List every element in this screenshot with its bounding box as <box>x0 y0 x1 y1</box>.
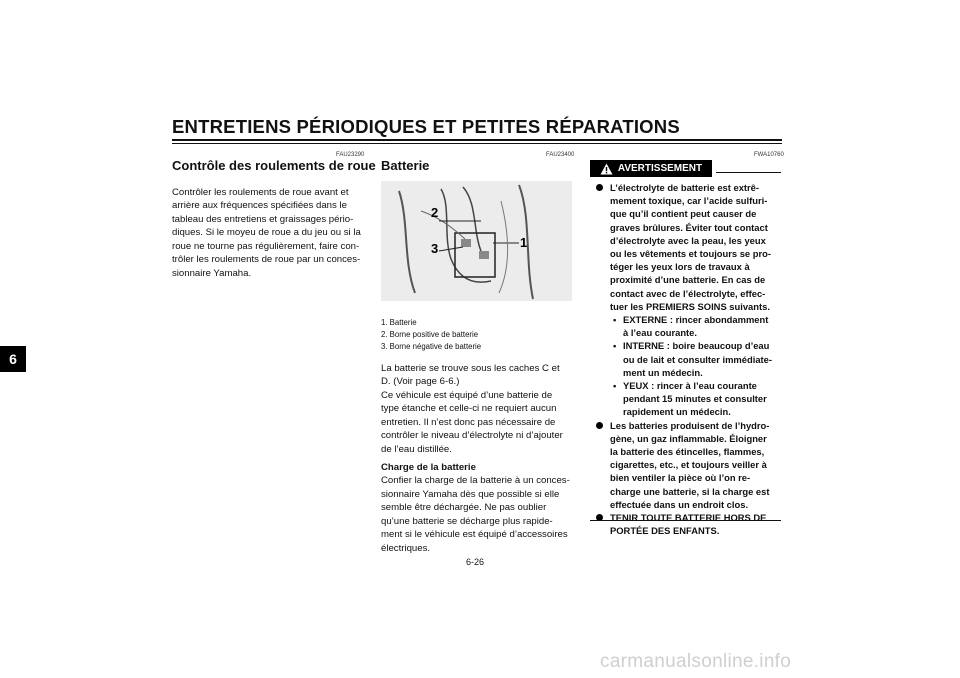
section-body-battery: La batterie se trouve sous les caches C et D. (Voir page 6-6.) Ce véhicule est équipé d’une batterie de type étanche et celle-ci ne requiert aucun entretien. Il n’est donc pas nécessaire de contrôler le niveau d’électrolyte ni d’ajouter de l’eau distillée. <box>381 362 563 455</box>
figure-label-2: 2 <box>431 205 439 220</box>
warning-sub-bullet: • INTERNE : boire beaucoup d’eau ou de lait et consulter immédiate- ment un médecin. <box>613 340 772 378</box>
page-title: ENTRETIENS PÉRIODIQUES ET PETITES RÉPARATIONS <box>172 116 680 137</box>
watermark: carmanualsonline.info <box>600 651 792 672</box>
figure-label-3: 3 <box>431 241 439 256</box>
warning-sub-bullet: • EXTERNE : rincer abondamment à l’eau courante. <box>613 314 769 339</box>
page-number: 6-26 <box>466 557 485 567</box>
section-code: FAU23400 <box>546 152 575 158</box>
battery-illustration <box>381 181 572 301</box>
section-heading-wheel-bearings: Contrôle des roulements de roue <box>172 158 376 173</box>
title-rule-thin <box>172 143 782 144</box>
warning-list <box>596 181 782 537</box>
title-rule <box>172 139 782 141</box>
section-code: FWA10760 <box>754 152 784 158</box>
battery-figure <box>381 181 572 301</box>
bullet-dot-icon <box>596 422 603 429</box>
warning-bullet: TENIR TOUTE BATTERIE HORS DE PORTÉE DES ENFANTS. <box>596 511 782 537</box>
section-body-battery-charging: Charge de la batterie Confier la charge de la batterie à un conces- sionnaire Yamaha dès que possible si elle semble être déchargée. Ne pas oublier qu’une batterie se décharge plus rapide- ment si le véhicule est équipé d’accessoires électriques. <box>381 461 570 554</box>
subheading-battery-charging: Charge de la batterie <box>381 461 476 473</box>
warning-rule-top <box>716 172 781 173</box>
warning-triangle-icon <box>600 163 613 175</box>
section-code: FAU23290 <box>336 152 365 158</box>
section-heading-battery: Batterie <box>381 158 430 173</box>
chapter-tab: 6 <box>0 346 26 372</box>
figure-captions: 1. Batterie 2. Borne positive de batterie 3. Borne négative de batterie <box>381 318 482 351</box>
warning-bullet: L’électrolyte de batterie est extrê- mement toxique, car l’acide sulfuri- que qu’il contient peut causer de graves brûlures. Éviter tout contact d’électrolyte avec la peau, les yeux ou les vêtements et toujours se pro- téger les yeux lors de travaux à proximité d’une batterie. En cas de contact avec de l’électrolyte, effec- tuer les PREMIERS SOINS suivants. • EXTERNE : rincer abondamment à l’eau courante. • INTERNE : boire beaucoup d’eau ou de lait et consulter immédiate- ment un médecin. • YEUX : rincer à l’eau courante pendant 15 minutes et consulter rapidement un médecin. <box>596 181 782 419</box>
warning-rule-bottom <box>590 520 781 521</box>
figure-label-1: 1 <box>520 235 528 250</box>
warning-bullet: Les batteries produisent de l’hydro- gène, un gaz inflammable. Éloigner la batterie des étincelles, flammes, cigarettes, etc., et toujours veiller à bien ventiler la pièce où l’on re- charge une batterie, si la charge est effectuée dans un endroit clos. <box>596 419 782 511</box>
bullet-dot-icon <box>596 184 603 191</box>
section-body-wheel-bearings: Contrôler les roulements de roue avant et arrière aux fréquences spécifiées dans le tableau des entretiens et graissages pério- diques. Si le moyeu de roue a du jeu ou si la roue ne tourne pas régulièrement, faire con- trôler les roulements de roue par un conces- sionnaire Yamaha. <box>172 186 361 279</box>
warning-label: AVERTISSEMENT <box>590 160 712 177</box>
warning-sub-bullet: • YEUX : rincer à l’eau courante pendant 15 minutes et consulter rapidement un médecin. <box>613 380 767 418</box>
